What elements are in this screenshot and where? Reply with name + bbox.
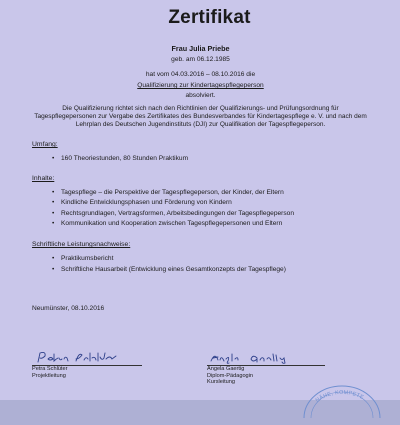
signer-name-left: Petra Schlüter <box>32 366 68 372</box>
bullet-icon: • <box>52 199 55 207</box>
list-item-text: Schriftliche Hausarbeit (Entwicklung eines Gesamtkonzepts der Tagespflege) <box>61 265 286 273</box>
list-item-text: Rechtsgrundlagen, Vertragsformen, Arbeitsbedingungen der Tagespflegeperson <box>61 209 295 217</box>
list-item-text: Kommunikation und Kooperation zwischen Tagespflegepersonen und Eltern <box>61 219 283 227</box>
list-item <box>32 188 369 198</box>
handwritten-signature-angela <box>207 350 327 364</box>
qualification-description: Die Qualifizierung richtet sich nach den Richtlinien der Qualifizierungs- und Prüfungsordnung für Tagespflegepersonen zur Vergabe des Zertifikates des Bundesverbandes für Kindertagespflege e. V. und nach dem Lehrplan des Deutschen Jugendinstituts (DJI) zur Qualifikation der Tagespflegeperson. <box>34 105 367 129</box>
list-item <box>32 254 369 264</box>
bullet-icon: • <box>52 188 55 196</box>
list-item-text: Tagespflege – die Perspektive der Tagespflegeperson, der Kinder, der Eltern <box>61 188 284 196</box>
svg-text:NÄHE, KOMPETE <box>315 390 365 404</box>
place-and-date: Neumünster, 08.10.2016 <box>32 305 105 313</box>
course-period: hat vom 04.03.2016 – 08.10.2016 die <box>145 71 256 78</box>
recipient-birth-date: geb. am 06.12.1985 <box>171 56 230 63</box>
recipient-name: Frau Julia Priebe <box>171 44 230 53</box>
bullet-icon: • <box>52 265 55 273</box>
signer-role-left: Projektleitung <box>32 372 66 379</box>
qualification-name: Qualifizierung zur Kindertagespflegeperson <box>137 82 264 89</box>
stamp-text: NÄHE, KOMPETE <box>314 389 365 404</box>
section-heading-inhalte: Inhalte: <box>32 174 55 182</box>
list-item <box>32 198 369 208</box>
list-item <box>32 209 369 219</box>
bullet-icon: • <box>52 219 55 227</box>
list-item-text: Kindliche Entwicklungsphasen und Förderung von Kindern <box>61 199 232 207</box>
list-item-text: 160 Theoriestunden, 80 Stunden Praktikum <box>61 155 189 163</box>
list-item <box>32 265 369 275</box>
nachweise-list <box>32 254 369 275</box>
list-item <box>32 154 369 164</box>
bullet-icon: • <box>52 209 55 217</box>
umfang-list <box>32 154 369 164</box>
list-item <box>32 219 369 229</box>
section-heading-umfang: Umfang: <box>32 141 58 149</box>
inhalte-list <box>32 188 369 230</box>
completed-text: absolviert. <box>185 92 216 99</box>
handwritten-signature-petra <box>32 350 152 364</box>
signer-role-right-1: Diplom-Pädagogin <box>207 372 254 379</box>
bullet-icon: • <box>52 155 55 163</box>
organization-stamp <box>302 380 382 420</box>
certificate-title: Zertifikat <box>168 7 251 28</box>
list-item-text: Praktikumsbericht <box>61 255 114 263</box>
bullet-icon: • <box>52 255 55 263</box>
signer-role-right-2: Kursleitung <box>207 379 235 386</box>
signature-left <box>32 350 152 379</box>
section-heading-nachweise: Schriftliche Leistungsnachweise: <box>32 241 131 249</box>
signer-name-right: Angela Gaertig <box>207 366 245 372</box>
